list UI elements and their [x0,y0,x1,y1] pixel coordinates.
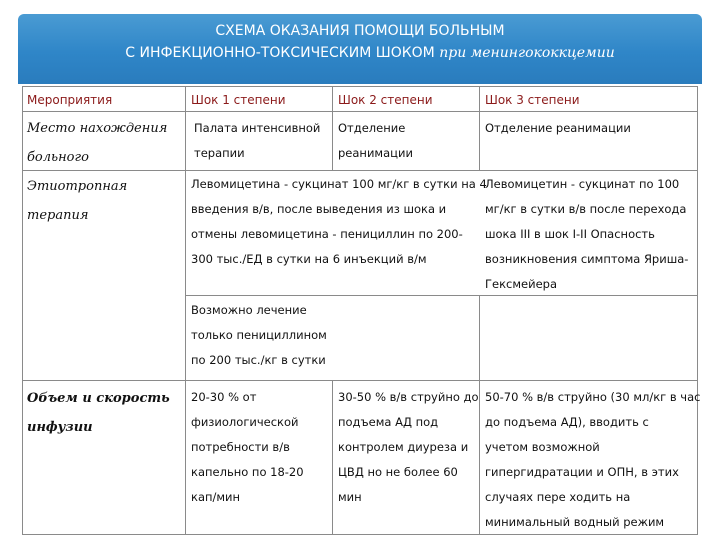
cell-line: возникновения симптома Яриша- [485,252,689,266]
cell-line: гипергидратации и ОПН, в этих [485,465,679,479]
table-divider [332,86,333,170]
cell-line: шока III в шок I-II Опасность [485,227,655,241]
cell-line: отмены левомицетина - пенициллин по 200- [191,227,463,241]
cell-line: Возможно лечение [191,303,307,317]
cell-line: до подъема АД), вводить с [485,415,649,429]
row-label-infusion [27,384,170,442]
cell-line: контролем диуреза и [338,440,469,454]
row-label-place [27,114,167,172]
row-label-etiotropic [27,172,127,230]
cell-line: Левомицетина - сукцинат 100 мг/кг в сутки на 4 [191,177,487,191]
etiotropic-alternative [191,298,327,373]
infusion-shock3 [485,385,700,535]
title-line-2-main: С ИНФЕКЦИОННО-ТОКСИЧЕСКИМ ШОКОМ [125,45,435,61]
row-label-line: больного [27,150,89,165]
cell-line: 50-70 % в/в струйно (30 мл/кг в час [485,390,701,404]
table-divider [479,86,480,170]
cell-line: Отделение [338,121,406,135]
title-line-1: СХЕМА ОКАЗАНИЯ ПОМОЩИ БОЛЬНЫМ [215,23,505,39]
infusion-shock1 [191,385,304,510]
table-border [22,86,23,535]
table-divider [22,380,698,381]
cell-line: Палата интенсивной [194,121,321,135]
place-shock1 [194,116,320,166]
table-divider [332,380,333,535]
cell-line: ЦВД но не более 60 [338,465,458,479]
cell-line: минимальный водный режим [485,515,665,529]
place-shock2 [338,116,413,166]
cell-line: Отделение реанимации [485,121,631,135]
cell-line: 300 тыс./ЕД в сутки на 6 инъекций в/м [191,252,427,266]
cell-line: по 200 тыс./кг в сутки [191,353,326,367]
cell-line: Гексмейера [485,277,558,291]
cell-line: потребности в/в [191,440,290,454]
cell-line: введения в/в, после выведения из шока и [191,202,447,216]
row-label-line: инфузии [27,420,93,435]
title-line-2 [18,44,702,62]
table-divider [479,295,480,535]
row-label-line: Место нахождения [27,121,168,136]
table-border [22,86,698,87]
cell-line: капельно по 18-20 [191,465,304,479]
cell-line: терапии [194,146,245,160]
row-label-line: терапия [27,208,89,223]
column-header-shock2: Шок 2 степени [338,93,433,107]
row-label-line: Этиотропная [27,179,128,194]
cell-line: только пенициллином [191,328,327,342]
title-line-2-italic: при менингококкцемии [439,45,615,61]
table-divider [22,111,698,112]
cell-line: подъема АД под [338,415,439,429]
cell-line: мин [338,490,362,504]
cell-line: физиологической [191,415,299,429]
cell-line: 20-30 % от [191,390,257,404]
cell-line: учетом возможной [485,440,600,454]
cell-line: 30-50 % в/в струйно до [338,390,479,404]
table-divider [185,86,186,535]
row-label-line: Объем и скорость [27,391,170,406]
column-header-measures: Мероприятия [27,93,113,107]
title-banner [18,14,702,84]
cell-line: кап/мин [191,490,241,504]
cell-line: реанимации [338,146,413,160]
infusion-shock2 [338,385,479,510]
place-shock3 [485,116,631,141]
column-header-shock3: Шок 3 степени [485,93,580,107]
cell-line: мг/кг в сутки в/в после перехода [485,202,687,216]
treatment-table [22,86,701,534]
cell-line: Левомицетин - сукцинат по 100 [485,177,680,191]
cell-line: случаях пере ходить на [485,490,631,504]
column-header-shock1: Шок 1 степени [191,93,286,107]
etiotropic-shock3 [485,172,688,297]
etiotropic-shock1-2 [191,172,487,272]
